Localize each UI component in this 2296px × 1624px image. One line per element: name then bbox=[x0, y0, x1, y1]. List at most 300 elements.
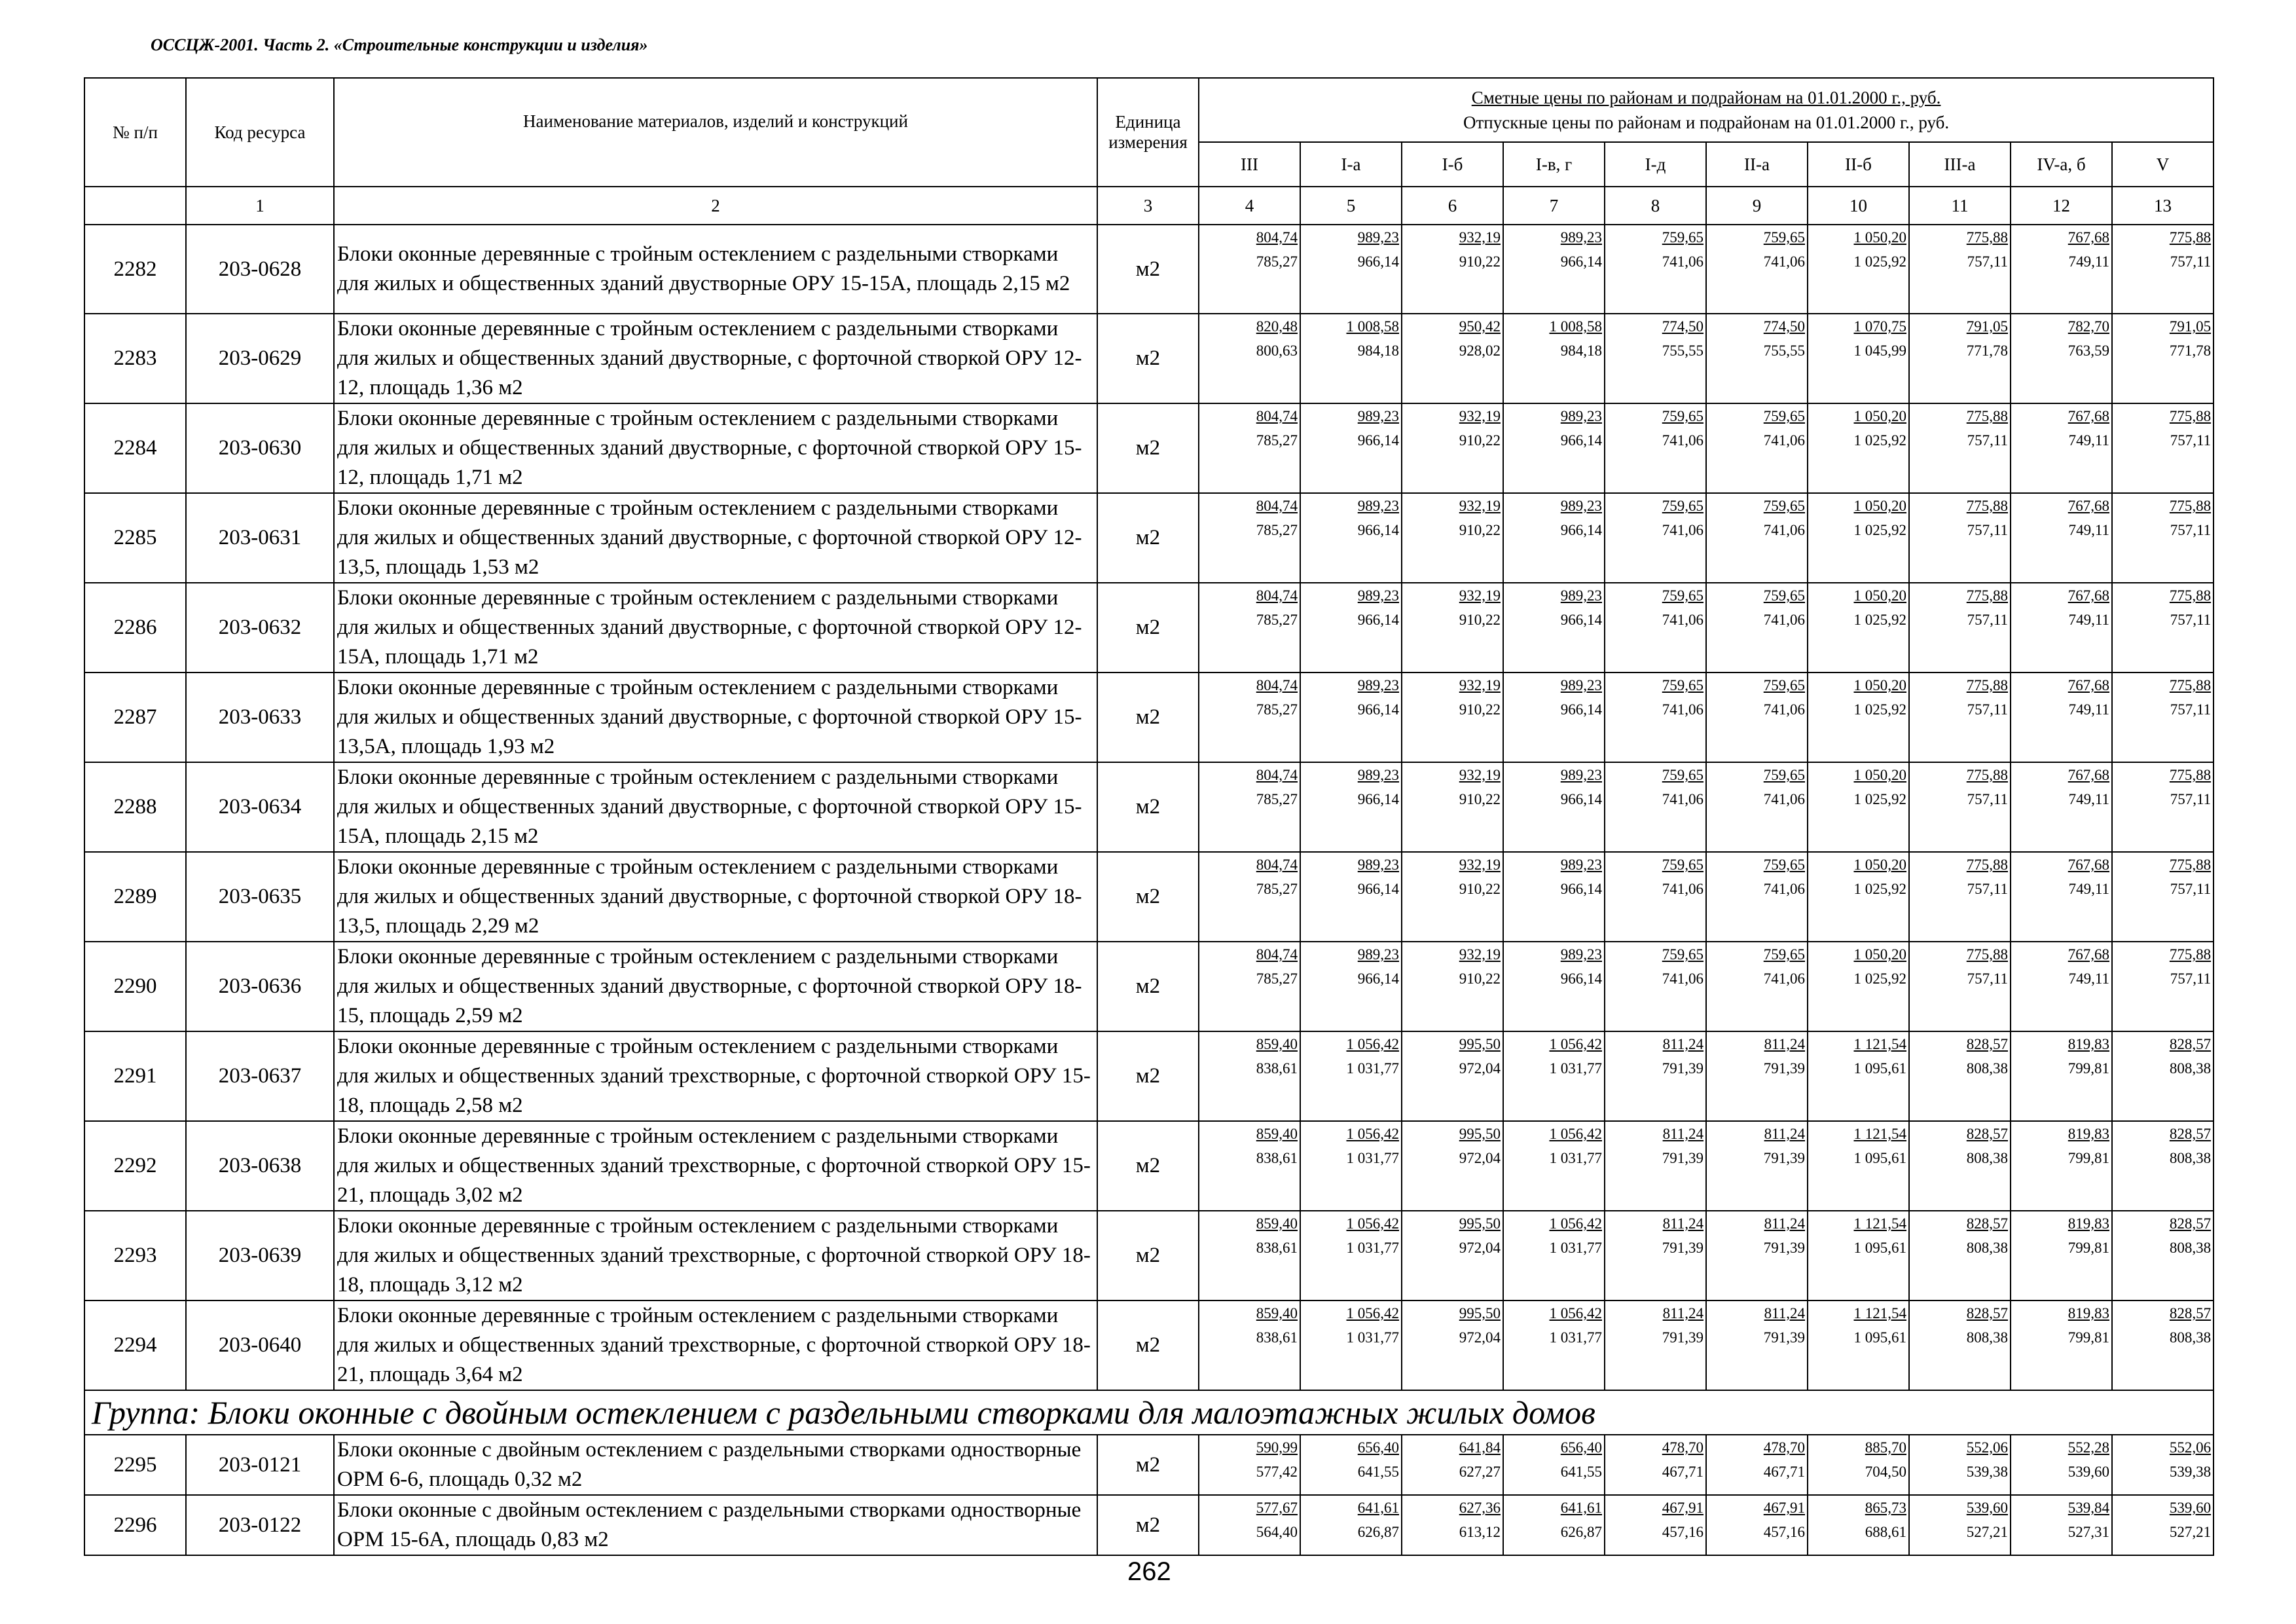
price-cell bbox=[1199, 314, 1300, 403]
group-title: Группа: Блоки оконные с двойным остеклением с раздельными створками для малоэтажных жилых домов bbox=[84, 1390, 2214, 1435]
price-cell bbox=[1199, 493, 1300, 583]
price-cell bbox=[1605, 225, 1706, 314]
price-cell bbox=[1300, 673, 1402, 762]
estimate-price: 767,68 bbox=[2068, 857, 2109, 873]
price-cell bbox=[1300, 1121, 1402, 1211]
estimate-price: 804,74 bbox=[1256, 229, 1298, 246]
release-price: 741,06 bbox=[1763, 970, 1805, 987]
unit-of-measure: м2 bbox=[1097, 493, 1199, 583]
release-price: 791,39 bbox=[1662, 1240, 1704, 1256]
price-cell bbox=[1909, 1435, 2011, 1495]
price-table bbox=[84, 77, 2214, 1556]
material-name: Блоки оконные с двойным остеклением с раздельными створками одностворные ОРМ 6-6, площадь 0,32 м2 bbox=[334, 1435, 1097, 1495]
estimate-price: 989,23 bbox=[1560, 408, 1602, 424]
price-cell bbox=[1808, 852, 1909, 942]
estimate-price: 932,19 bbox=[1459, 587, 1501, 604]
estimate-price: 995,50 bbox=[1459, 1126, 1501, 1142]
price-cell bbox=[2112, 314, 2214, 403]
release-price: 808,38 bbox=[2169, 1329, 2212, 1346]
estimate-price: 759,65 bbox=[1662, 229, 1704, 246]
price-cell bbox=[2112, 852, 2214, 942]
price-cell bbox=[1402, 762, 1503, 852]
estimate-price: 989,23 bbox=[1357, 946, 1399, 963]
release-price: 741,06 bbox=[1662, 970, 1704, 987]
estimate-price: 775,88 bbox=[2169, 408, 2212, 424]
estimate-price: 641,84 bbox=[1459, 1439, 1501, 1456]
estimate-price: 859,40 bbox=[1256, 1215, 1298, 1232]
estimate-price: 775,88 bbox=[2169, 498, 2212, 514]
unit-of-measure: м2 bbox=[1097, 1301, 1199, 1390]
price-cell bbox=[2112, 583, 2214, 673]
release-price: 808,38 bbox=[2169, 1150, 2212, 1166]
price-cell bbox=[1605, 1435, 1706, 1495]
release-price: 613,12 bbox=[1459, 1524, 1501, 1540]
price-cell bbox=[1503, 852, 1605, 942]
price-cell bbox=[1605, 493, 1706, 583]
table-body bbox=[84, 225, 2214, 1555]
release-price: 527,21 bbox=[2169, 1524, 2212, 1540]
price-cell bbox=[1402, 1495, 1503, 1555]
estimate-price: 989,23 bbox=[1357, 498, 1399, 514]
estimate-price: 791,05 bbox=[2169, 318, 2212, 335]
release-price: 910,22 bbox=[1459, 522, 1501, 538]
estimate-price: 804,74 bbox=[1256, 946, 1298, 963]
price-cell bbox=[1300, 583, 1402, 673]
resource-code: 203-0629 bbox=[186, 314, 334, 403]
row-number: 2286 bbox=[84, 583, 186, 673]
price-cell bbox=[2112, 762, 2214, 852]
resource-code: 203-0635 bbox=[186, 852, 334, 942]
price-cell bbox=[1300, 942, 1402, 1031]
row-number: 2290 bbox=[84, 942, 186, 1031]
price-cell bbox=[1706, 1435, 1808, 1495]
material-name: Блоки оконные деревянные с тройным остеклением с раздельными створками для жилых и общественных зданий двустворные, с форточной створкой ОРУ 12-15А, площадь 1,71 м2 bbox=[334, 583, 1097, 673]
col-header-code: Код ресурса bbox=[186, 78, 334, 187]
unit-of-measure: м2 bbox=[1097, 942, 1199, 1031]
estimate-price: 1 056,42 bbox=[1549, 1215, 1602, 1232]
resource-code: 203-0628 bbox=[186, 225, 334, 314]
estimate-price: 932,19 bbox=[1459, 946, 1501, 963]
material-name: Блоки оконные деревянные с тройным остеклением с раздельными створками для жилых и общественных зданий трехстворные, с форточной створкой ОРУ 18-21, площадь 3,64 м2 bbox=[334, 1301, 1097, 1390]
price-cell bbox=[1503, 1121, 1605, 1211]
price-cell bbox=[1199, 1301, 1300, 1390]
price-cell bbox=[1706, 225, 1808, 314]
release-price: 749,11 bbox=[2068, 701, 2109, 718]
price-cell bbox=[1605, 403, 1706, 493]
price-cell bbox=[2112, 1495, 2214, 1555]
resource-code: 203-0122 bbox=[186, 1495, 334, 1555]
price-cell bbox=[1706, 673, 1808, 762]
release-price: 741,06 bbox=[1662, 432, 1704, 449]
release-price: 467,71 bbox=[1662, 1464, 1704, 1480]
region-header: I-а bbox=[1300, 142, 1402, 187]
price-cell bbox=[1300, 852, 1402, 942]
release-price: 1 025,92 bbox=[1853, 522, 1906, 538]
estimate-price: 767,68 bbox=[2068, 946, 2109, 963]
column-index: 1 bbox=[186, 187, 334, 225]
estimate-price: 767,68 bbox=[2068, 767, 2109, 783]
price-cell bbox=[1503, 493, 1605, 583]
estimate-price: 1 070,75 bbox=[1853, 318, 1906, 335]
release-price: 785,27 bbox=[1256, 612, 1298, 628]
table-row bbox=[84, 583, 2214, 673]
estimate-price: 552,06 bbox=[2169, 1439, 2212, 1456]
release-price: 785,27 bbox=[1256, 701, 1298, 718]
price-cell bbox=[1199, 583, 1300, 673]
release-price: 741,06 bbox=[1763, 432, 1805, 449]
release-price: 741,06 bbox=[1662, 253, 1704, 270]
estimate-price: 791,05 bbox=[1966, 318, 2008, 335]
release-price: 785,27 bbox=[1256, 432, 1298, 449]
material-name: Блоки оконные деревянные с тройным остеклением с раздельными створками для жилых и общественных зданий двустворные, с форточной створкой ОРУ 15-12, площадь 1,71 м2 bbox=[334, 403, 1097, 493]
price-cell bbox=[1909, 1495, 2011, 1555]
row-number: 2287 bbox=[84, 673, 186, 762]
price-cell bbox=[2112, 225, 2214, 314]
unit-of-measure: м2 bbox=[1097, 225, 1199, 314]
price-cell bbox=[2011, 1031, 2112, 1121]
price-cell bbox=[1909, 1211, 2011, 1301]
release-price: 757,11 bbox=[2170, 701, 2212, 718]
unit-of-measure: м2 bbox=[1097, 1121, 1199, 1211]
estimate-price: 478,70 bbox=[1763, 1439, 1805, 1456]
release-price: 757,11 bbox=[1967, 970, 2008, 987]
table-row bbox=[84, 493, 2214, 583]
release-price: 966,14 bbox=[1560, 881, 1602, 897]
estimate-price: 775,88 bbox=[1966, 229, 2008, 246]
release-price: 966,14 bbox=[1357, 522, 1399, 538]
release-price: 539,38 bbox=[2169, 1464, 2212, 1480]
release-price: 757,11 bbox=[1967, 432, 2008, 449]
release-price: 785,27 bbox=[1256, 791, 1298, 807]
price-cell bbox=[1199, 225, 1300, 314]
price-cell bbox=[1909, 1121, 2011, 1211]
price-cell bbox=[1605, 852, 1706, 942]
estimate-price: 811,24 bbox=[1662, 1215, 1704, 1232]
row-number: 2293 bbox=[84, 1211, 186, 1301]
release-price: 785,27 bbox=[1256, 253, 1298, 270]
release-price: 457,16 bbox=[1763, 1524, 1805, 1540]
release-price: 966,14 bbox=[1560, 970, 1602, 987]
estimate-price: 811,24 bbox=[1662, 1126, 1704, 1142]
estimate-price: 1 050,20 bbox=[1853, 587, 1906, 604]
price-cell bbox=[1503, 942, 1605, 1031]
release-price: 467,71 bbox=[1763, 1464, 1805, 1480]
estimate-price: 819,83 bbox=[2068, 1036, 2109, 1052]
price-cell bbox=[1706, 583, 1808, 673]
price-cell bbox=[1808, 762, 1909, 852]
release-price: 457,16 bbox=[1662, 1524, 1704, 1540]
estimate-price: 932,19 bbox=[1459, 229, 1501, 246]
row-number: 2285 bbox=[84, 493, 186, 583]
price-cell bbox=[1402, 673, 1503, 762]
price-cell bbox=[1503, 225, 1605, 314]
estimate-price: 774,50 bbox=[1763, 318, 1805, 335]
price-cell bbox=[1706, 1211, 1808, 1301]
price-cell bbox=[2011, 942, 2112, 1031]
release-price: 966,14 bbox=[1560, 791, 1602, 807]
column-index: 10 bbox=[1808, 187, 1909, 225]
release-price: 785,27 bbox=[1256, 522, 1298, 538]
price-cell bbox=[1909, 852, 2011, 942]
region-header: IV-а, б bbox=[2011, 142, 2112, 187]
price-cell bbox=[2011, 583, 2112, 673]
release-price: 1 025,92 bbox=[1853, 612, 1906, 628]
estimate-price: 759,65 bbox=[1662, 498, 1704, 514]
price-cell bbox=[2011, 1121, 2112, 1211]
estimate-price: 775,88 bbox=[2169, 946, 2212, 963]
prices-title-estimate: Сметные цены по районам и подрайонам на 01.01.2000 г., руб. bbox=[1471, 88, 1941, 107]
estimate-price: 775,88 bbox=[1966, 498, 2008, 514]
resource-code: 203-0632 bbox=[186, 583, 334, 673]
table-row bbox=[84, 403, 2214, 493]
price-cell bbox=[1503, 1211, 1605, 1301]
estimate-price: 775,88 bbox=[2169, 677, 2212, 693]
price-cell bbox=[1706, 1495, 1808, 1555]
release-price: 757,11 bbox=[2170, 612, 2212, 628]
release-price: 1 025,92 bbox=[1853, 432, 1906, 449]
price-cell bbox=[1199, 942, 1300, 1031]
price-cell bbox=[1909, 673, 2011, 762]
prices-title-release: Отпускные цены по районам и подрайонам на 01.01.2000 г., руб. bbox=[1463, 113, 1950, 132]
resource-code: 203-0636 bbox=[186, 942, 334, 1031]
release-price: 741,06 bbox=[1662, 612, 1704, 628]
estimate-price: 811,24 bbox=[1662, 1305, 1704, 1321]
resource-code: 203-0637 bbox=[186, 1031, 334, 1121]
release-price: 577,42 bbox=[1256, 1464, 1298, 1480]
estimate-price: 1 056,42 bbox=[1549, 1126, 1602, 1142]
price-cell bbox=[1605, 1121, 1706, 1211]
price-cell bbox=[1300, 314, 1402, 403]
estimate-price: 641,61 bbox=[1357, 1500, 1399, 1516]
resource-code: 203-0631 bbox=[186, 493, 334, 583]
price-cell bbox=[1909, 1031, 2011, 1121]
region-header: III bbox=[1199, 142, 1300, 187]
estimate-price: 759,65 bbox=[1763, 857, 1805, 873]
release-price: 741,06 bbox=[1662, 881, 1704, 897]
price-cell bbox=[2112, 493, 2214, 583]
release-price: 910,22 bbox=[1459, 881, 1501, 897]
release-price: 527,31 bbox=[2068, 1524, 2109, 1540]
estimate-price: 811,24 bbox=[1764, 1126, 1805, 1142]
release-price: 910,22 bbox=[1459, 612, 1501, 628]
price-cell bbox=[1402, 852, 1503, 942]
estimate-price: 1 056,42 bbox=[1346, 1305, 1399, 1321]
estimate-price: 478,70 bbox=[1662, 1439, 1704, 1456]
row-number: 2284 bbox=[84, 403, 186, 493]
price-cell bbox=[1402, 1301, 1503, 1390]
release-price: 808,38 bbox=[1966, 1150, 2008, 1166]
estimate-price: 656,40 bbox=[1560, 1439, 1602, 1456]
release-price: 741,06 bbox=[1662, 701, 1704, 718]
estimate-price: 995,50 bbox=[1459, 1036, 1501, 1052]
price-cell bbox=[1909, 1301, 2011, 1390]
estimate-price: 804,74 bbox=[1256, 587, 1298, 604]
estimate-price: 1 008,58 bbox=[1346, 318, 1399, 335]
estimate-price: 552,28 bbox=[2068, 1439, 2109, 1456]
table-row bbox=[84, 1211, 2214, 1301]
price-cell bbox=[1909, 493, 2011, 583]
price-cell bbox=[2011, 1211, 2112, 1301]
estimate-price: 775,88 bbox=[2169, 229, 2212, 246]
price-cell bbox=[1605, 583, 1706, 673]
index-header-row bbox=[84, 187, 2214, 225]
estimate-price: 759,65 bbox=[1763, 587, 1805, 604]
estimate-price: 804,74 bbox=[1256, 498, 1298, 514]
price-cell bbox=[1706, 762, 1808, 852]
estimate-price: 775,88 bbox=[1966, 408, 2008, 424]
release-price: 838,61 bbox=[1256, 1329, 1298, 1346]
column-index: 7 bbox=[1503, 187, 1605, 225]
release-price: 757,11 bbox=[2170, 253, 2212, 270]
release-price: 838,61 bbox=[1256, 1240, 1298, 1256]
price-cell bbox=[1706, 403, 1808, 493]
price-cell bbox=[1605, 673, 1706, 762]
estimate-price: 782,70 bbox=[2068, 318, 2109, 335]
estimate-price: 759,65 bbox=[1763, 498, 1805, 514]
release-price: 741,06 bbox=[1763, 791, 1805, 807]
release-price: 763,59 bbox=[2068, 342, 2109, 359]
release-price: 1 095,61 bbox=[1853, 1240, 1906, 1256]
price-cell bbox=[2011, 673, 2112, 762]
estimate-price: 811,24 bbox=[1764, 1215, 1805, 1232]
estimate-price: 819,83 bbox=[2068, 1215, 2109, 1232]
region-header: III-а bbox=[1909, 142, 2011, 187]
price-cell bbox=[1706, 1301, 1808, 1390]
price-cell bbox=[1808, 1121, 1909, 1211]
unit-of-measure: м2 bbox=[1097, 403, 1199, 493]
estimate-price: 1 121,54 bbox=[1853, 1215, 1906, 1232]
release-price: 749,11 bbox=[2068, 881, 2109, 897]
col-header-unit: Единица измерения bbox=[1097, 78, 1199, 187]
estimate-price: 1 121,54 bbox=[1853, 1036, 1906, 1052]
estimate-price: 932,19 bbox=[1459, 498, 1501, 514]
price-cell bbox=[1909, 942, 2011, 1031]
release-price: 791,39 bbox=[1662, 1060, 1704, 1077]
price-cell bbox=[1808, 942, 1909, 1031]
estimate-price: 859,40 bbox=[1256, 1305, 1298, 1321]
price-cell bbox=[1300, 1031, 1402, 1121]
estimate-price: 539,84 bbox=[2068, 1500, 2109, 1516]
estimate-price: 989,23 bbox=[1560, 587, 1602, 604]
price-cell bbox=[1909, 403, 2011, 493]
column-index: 9 bbox=[1706, 187, 1808, 225]
release-price: 1 095,61 bbox=[1853, 1150, 1906, 1166]
estimate-price: 1 008,58 bbox=[1549, 318, 1602, 335]
release-price: 757,11 bbox=[2170, 791, 2212, 807]
row-number: 2283 bbox=[84, 314, 186, 403]
release-price: 1 031,77 bbox=[1346, 1329, 1399, 1346]
estimate-price: 775,88 bbox=[1966, 677, 2008, 693]
row-number: 2296 bbox=[84, 1495, 186, 1555]
table-row bbox=[84, 314, 2214, 403]
release-price: 1 031,77 bbox=[1346, 1060, 1399, 1077]
estimate-price: 1 121,54 bbox=[1853, 1126, 1906, 1142]
release-price: 799,81 bbox=[2068, 1060, 2109, 1077]
release-price: 791,39 bbox=[1763, 1150, 1805, 1166]
release-price: 984,18 bbox=[1357, 342, 1399, 359]
release-price: 1 045,99 bbox=[1853, 342, 1906, 359]
release-price: 749,11 bbox=[2068, 522, 2109, 538]
estimate-price: 767,68 bbox=[2068, 677, 2109, 693]
estimate-price: 759,65 bbox=[1662, 767, 1704, 783]
resource-code: 203-0638 bbox=[186, 1121, 334, 1211]
price-cell bbox=[1808, 673, 1909, 762]
release-price: 757,11 bbox=[2170, 881, 2212, 897]
estimate-price: 932,19 bbox=[1459, 767, 1501, 783]
price-cell bbox=[1808, 493, 1909, 583]
price-cell bbox=[1503, 1495, 1605, 1555]
estimate-price: 1 050,20 bbox=[1853, 229, 1906, 246]
estimate-price: 656,40 bbox=[1357, 1439, 1399, 1456]
estimate-price: 995,50 bbox=[1459, 1305, 1501, 1321]
release-price: 757,11 bbox=[2170, 970, 2212, 987]
price-cell bbox=[1402, 314, 1503, 403]
release-price: 749,11 bbox=[2068, 970, 2109, 987]
estimate-price: 1 056,42 bbox=[1346, 1036, 1399, 1052]
row-number: 2291 bbox=[84, 1031, 186, 1121]
table-row bbox=[84, 1435, 2214, 1495]
estimate-price: 467,91 bbox=[1763, 1500, 1805, 1516]
estimate-price: 820,48 bbox=[1256, 318, 1298, 335]
release-price: 757,11 bbox=[1967, 791, 2008, 807]
price-cell bbox=[1402, 225, 1503, 314]
table-row bbox=[84, 1121, 2214, 1211]
release-price: 741,06 bbox=[1763, 881, 1805, 897]
price-cell bbox=[2011, 225, 2112, 314]
estimate-price: 828,57 bbox=[1966, 1126, 2008, 1142]
unit-of-measure: м2 bbox=[1097, 1495, 1199, 1555]
price-cell bbox=[1503, 673, 1605, 762]
column-index: 13 bbox=[2112, 187, 2214, 225]
page-number: 262 bbox=[1127, 1557, 1171, 1586]
estimate-price: 828,57 bbox=[1966, 1036, 2008, 1052]
release-price: 741,06 bbox=[1763, 253, 1805, 270]
price-cell bbox=[1199, 1121, 1300, 1211]
estimate-price: 989,23 bbox=[1357, 677, 1399, 693]
release-price: 1 025,92 bbox=[1853, 253, 1906, 270]
column-index: 5 bbox=[1300, 187, 1402, 225]
estimate-price: 859,40 bbox=[1256, 1036, 1298, 1052]
release-price: 972,04 bbox=[1459, 1150, 1501, 1166]
estimate-price: 989,23 bbox=[1560, 229, 1602, 246]
release-price: 966,14 bbox=[1357, 881, 1399, 897]
estimate-price: 775,88 bbox=[1966, 857, 2008, 873]
release-price: 741,06 bbox=[1763, 612, 1805, 628]
estimate-price: 1 050,20 bbox=[1853, 767, 1906, 783]
estimate-price: 775,88 bbox=[1966, 767, 2008, 783]
estimate-price: 759,65 bbox=[1763, 767, 1805, 783]
column-index: 3 bbox=[1097, 187, 1199, 225]
region-header: II-а bbox=[1706, 142, 1808, 187]
release-price: 972,04 bbox=[1459, 1329, 1501, 1346]
column-index: 4 bbox=[1199, 187, 1300, 225]
release-price: 741,06 bbox=[1763, 522, 1805, 538]
price-cell bbox=[1605, 1031, 1706, 1121]
release-price: 688,61 bbox=[1865, 1524, 1906, 1540]
estimate-price: 775,88 bbox=[2169, 767, 2212, 783]
release-price: 626,87 bbox=[1560, 1524, 1602, 1540]
estimate-price: 1 050,20 bbox=[1853, 857, 1906, 873]
resource-code: 203-0640 bbox=[186, 1301, 334, 1390]
release-price: 539,38 bbox=[1966, 1464, 2008, 1480]
column-index: 11 bbox=[1909, 187, 2011, 225]
col-header-prices bbox=[1199, 78, 2214, 142]
estimate-price: 811,24 bbox=[1764, 1036, 1805, 1052]
price-cell bbox=[1402, 493, 1503, 583]
release-price: 791,39 bbox=[1763, 1240, 1805, 1256]
estimate-price: 759,65 bbox=[1662, 857, 1704, 873]
price-cell bbox=[2011, 1495, 2112, 1555]
